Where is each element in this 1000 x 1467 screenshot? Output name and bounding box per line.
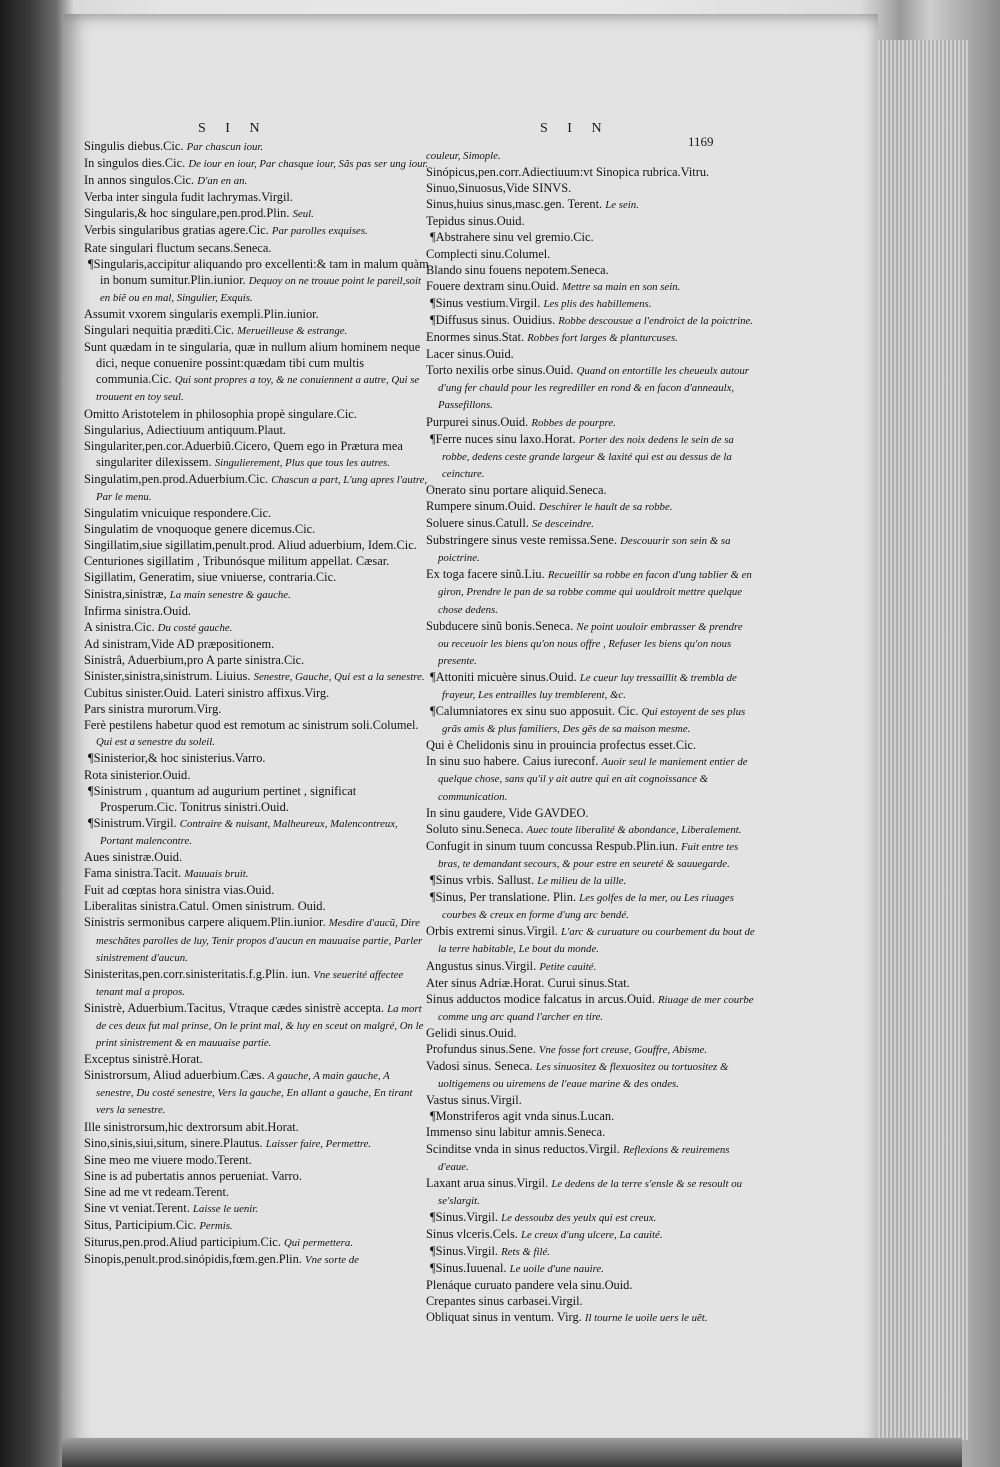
latin-text: Sinistrorsum, Aliud aduerbium.Cæs. bbox=[84, 1068, 265, 1083]
french-gloss: Reflexions & reuiremens d'eaue. bbox=[438, 1143, 730, 1173]
latin-text: Sigillatim, Generatim, siue vniuerse, contraria.Cic. bbox=[84, 570, 337, 585]
latin-text: Aues sinistræ.Ouid. bbox=[84, 850, 183, 865]
dictionary-entry bbox=[84, 222, 429, 239]
dictionary-entry bbox=[426, 958, 756, 975]
dictionary-entry bbox=[426, 923, 756, 957]
latin-text: Singulis diebus.Cic. bbox=[84, 139, 184, 153]
latin-text: Sinus,huius sinus,masc.gen. Terent. bbox=[426, 197, 603, 212]
dictionary-entry bbox=[84, 701, 429, 717]
french-gloss: Les golfes de la mer, ou Les riuages courbes & creux en forme d'ung arc bendé. bbox=[442, 892, 734, 922]
french-gloss: Par parolles exquises. bbox=[271, 225, 368, 238]
french-gloss: Vne sorte de bbox=[305, 1254, 359, 1267]
dictionary-entry bbox=[426, 180, 756, 196]
dictionary-entry bbox=[426, 532, 756, 566]
dictionary-entry bbox=[84, 619, 429, 636]
latin-text: ¶Attoniti micuère sinus.Ouid. bbox=[430, 669, 577, 684]
latin-text: Substringere sinus veste remissa.Sene. bbox=[426, 533, 617, 548]
dictionary-entry bbox=[426, 196, 756, 213]
dictionary-entry bbox=[84, 1000, 429, 1051]
latin-text: Singularius, Adiectiuum antiquum.Plaut. bbox=[84, 422, 287, 437]
latin-text: Singulariter,pen.cor.Aduerbiũ.Cicero, Quem ego in Prætura mea singulariter dilexissem. bbox=[84, 438, 403, 469]
dictionary-entry bbox=[84, 322, 429, 339]
latin-text: Profundus sinus.Sene. bbox=[426, 1041, 536, 1056]
latin-text: A sinistra.Cic. bbox=[84, 619, 155, 634]
latin-text: Plenáque curuato pandere vela sinu.Ouid. bbox=[426, 1278, 633, 1293]
french-gloss: Petite cauité. bbox=[539, 960, 597, 973]
dictionary-entry bbox=[426, 278, 756, 295]
latin-text: Confugit in sinum tuum concussa Respub.Plin.iun. bbox=[426, 838, 678, 853]
latin-text: Obliquat sinus in ventum. Virg. bbox=[426, 1310, 582, 1325]
french-gloss: Auoir seul le maniement entier de quelque chose, sans qu'il y ait autre qui en ait cognoissance & communication. bbox=[438, 756, 748, 803]
latin-text: ¶Ferre nuces sinu laxo.Horat. bbox=[430, 431, 576, 446]
running-head-right: S I N bbox=[540, 121, 610, 136]
latin-text: Assumit vxorem singularis exempli.Plin.iunior. bbox=[84, 306, 319, 321]
dictionary-entry bbox=[426, 1293, 756, 1309]
running-head-left: S I N bbox=[198, 121, 268, 136]
dictionary-entry bbox=[426, 1260, 756, 1277]
dictionary-entry bbox=[84, 1152, 429, 1168]
latin-text: Singularis,& hoc singulare,pen.prod.Plin. bbox=[84, 206, 290, 221]
dictionary-entry bbox=[84, 636, 429, 652]
dictionary-entry bbox=[426, 753, 756, 804]
french-gloss: Robbes fort larges & planturcuses. bbox=[527, 332, 678, 345]
latin-text: ¶Sinistrum , quantum ad augurium pertinet , significat Prosperum.Cic. Tonitrus sinistri.Ouid. bbox=[88, 783, 357, 814]
dictionary-entry bbox=[84, 750, 429, 766]
latin-text: Sinistris sermonibus carpere aliquem.Plin.iunior. bbox=[84, 915, 326, 930]
dictionary-entry bbox=[426, 703, 756, 737]
dictionary-entry bbox=[426, 346, 756, 362]
latin-text: In sinu gaudere, Vide GAVDEO. bbox=[426, 805, 589, 820]
latin-text: Soluere sinus.Catull. bbox=[426, 516, 529, 531]
latin-text: Ferè pestilens habetur quod est remotum ac sinistrum soli.Columel. bbox=[84, 718, 419, 733]
left-column bbox=[84, 138, 429, 1268]
page-edges bbox=[878, 40, 968, 1440]
dictionary-entry bbox=[84, 205, 429, 222]
latin-text: Cubitus sinister.Ouid. Lateri sinistro affixus.Virg. bbox=[84, 686, 330, 701]
latin-text: Ad sinistram,Vide AD præpositionem. bbox=[84, 636, 275, 651]
french-gloss: A gauche, A main gauche, A senestre, Du costé senestre, Vers la gauche, En allant a gauche, En tirant vers la senestre. bbox=[96, 1070, 413, 1117]
dictionary-entry bbox=[84, 172, 429, 189]
french-gloss: Quand on entortille les cheueulx autour d'ung fer chauld pour les regrediller en rond & en facon d'anneaulx, Passefillons. bbox=[438, 365, 749, 412]
dictionary-entry bbox=[84, 767, 429, 783]
dictionary-entry bbox=[84, 1067, 429, 1118]
latin-text: Blando sinu fouens nepotem.Seneca. bbox=[426, 262, 609, 277]
french-gloss: Le dessoubz des yeulx qui est creux. bbox=[501, 1211, 657, 1224]
dictionary-entry bbox=[426, 975, 756, 991]
latin-text: Lacer sinus.Ouid. bbox=[426, 347, 514, 362]
dictionary-entry bbox=[426, 1243, 756, 1260]
dictionary-entry bbox=[84, 422, 429, 438]
latin-text: Ex toga facere sinũ.Liu. bbox=[426, 567, 545, 582]
latin-text: Fama sinistra.Tacit. bbox=[84, 866, 182, 881]
latin-text: ¶Diffusus sinus. Ouidius. bbox=[430, 312, 556, 327]
french-gloss: Seul. bbox=[292, 208, 314, 221]
french-gloss: Du costé gauche. bbox=[157, 621, 233, 634]
dictionary-entry bbox=[426, 498, 756, 515]
dictionary-entry bbox=[426, 566, 756, 617]
latin-text: Gelidi sinus.Ouid. bbox=[426, 1025, 517, 1040]
french-gloss: Senestre, Gauche, Qui est a la senestre. bbox=[253, 671, 425, 683]
french-gloss: L'arc & curuature ou courbement du bout de la terre habitable, Le bout du monde. bbox=[438, 926, 755, 956]
dictionary-entry bbox=[84, 189, 429, 205]
latin-text: Siturus,pen.prod.Aliud participium.Cic. bbox=[84, 1235, 281, 1250]
dictionary-entry bbox=[426, 246, 756, 262]
french-gloss: Le cueur luy tressaillit & trembla de frayeur, Les entrailles luy tremblerent, &c. bbox=[442, 671, 737, 701]
dictionary-entry bbox=[426, 889, 756, 923]
dictionary-entry bbox=[84, 783, 429, 815]
dictionary-entry bbox=[84, 553, 429, 569]
dictionary-entry bbox=[426, 805, 756, 821]
dictionary-entry bbox=[84, 256, 429, 306]
latin-text: ¶Sinus, Per translatione. Plin. bbox=[430, 890, 577, 905]
dictionary-entry bbox=[426, 1141, 756, 1175]
french-gloss: Le dedens de la terre s'ensle & se resoult ou se'slargit. bbox=[438, 1177, 743, 1207]
dictionary-entry bbox=[84, 652, 429, 668]
dictionary-entry bbox=[426, 669, 756, 703]
french-gloss: Par chascun iour. bbox=[186, 141, 264, 153]
french-gloss: Les plis des habillemens. bbox=[543, 297, 652, 310]
french-gloss: La main senestre & gauche. bbox=[169, 588, 291, 601]
french-gloss: Qui est a senestre du soleil. bbox=[96, 736, 215, 749]
dictionary-entry bbox=[426, 1309, 756, 1326]
dictionary-entry bbox=[84, 898, 429, 914]
latin-text: ¶Sinus.Virgil. bbox=[430, 1244, 498, 1259]
french-gloss: D'an en an. bbox=[197, 175, 248, 188]
dictionary-entry bbox=[426, 1277, 756, 1293]
dictionary-entry bbox=[84, 1234, 429, 1251]
french-gloss: Rets & filé. bbox=[501, 1246, 550, 1259]
latin-text: Sinuo,Sinuosus,Vide SINVS. bbox=[426, 181, 572, 196]
latin-text: ¶Singularis,accipitur aliquando pro excellenti:& tam in malum quàm in bonum sumitur.Plin.iunior. bbox=[88, 256, 429, 287]
dictionary-entry bbox=[84, 603, 429, 619]
latin-text: Laxant arua sinus.Virgil. bbox=[426, 1175, 549, 1190]
dictionary-entry bbox=[84, 1168, 429, 1184]
dictionary-entry bbox=[426, 991, 756, 1025]
latin-text: Sinistrè, Aduerbium.Tacitus, Vtraque cædes sinistrè accepta. bbox=[84, 1000, 384, 1015]
french-gloss: Les sinuositez & flexuositez ou tortuositez & uoltigemens ou uiremens de l'eaue marine & des ondes. bbox=[438, 1061, 729, 1091]
dictionary-entry bbox=[84, 1119, 429, 1135]
dictionary-entry bbox=[84, 717, 429, 750]
french-gloss: Se desceindre. bbox=[532, 518, 594, 531]
latin-text: Rate singulari fluctum secans.Seneca. bbox=[84, 240, 272, 255]
latin-text: Sinopis,penult.prod.sinópidis,fœm.gen.Plin. bbox=[84, 1252, 302, 1267]
latin-text: Orbis extremi sinus.Virgil. bbox=[426, 924, 558, 939]
latin-text: Ater sinus Adriæ.Horat. Curui sinus.Stat. bbox=[426, 975, 630, 990]
dictionary-entry bbox=[84, 306, 429, 322]
french-gloss: Le milieu de la uille. bbox=[537, 875, 627, 888]
dictionary-entry bbox=[84, 155, 429, 172]
latin-text: Crepantes sinus carbasei.Virgil. bbox=[426, 1294, 583, 1309]
latin-text: Sinistra,sinistræ, bbox=[84, 586, 167, 601]
dictionary-entry bbox=[84, 1251, 429, 1268]
dictionary-entry bbox=[84, 865, 429, 882]
latin-text: Complecti sinu.Columel. bbox=[426, 246, 551, 261]
dictionary-entry bbox=[426, 821, 756, 838]
latin-text: Vastus sinus.Virgil. bbox=[426, 1093, 522, 1108]
latin-text: Ille sinistrorsum,hic dextrorsum abit.Horat. bbox=[84, 1119, 299, 1134]
dictionary-entry bbox=[426, 229, 756, 245]
latin-text: Sinisteritas,pen.corr.sinisteritatis.f.g.Plin. iun. bbox=[84, 966, 311, 981]
dictionary-entry bbox=[84, 537, 429, 553]
latin-text: Singulatim vnicuique respondere.Cic. bbox=[84, 506, 272, 521]
french-gloss: Vne seuerité affectee tenant mal a propos. bbox=[96, 968, 404, 998]
dictionary-entry bbox=[426, 213, 756, 229]
french-gloss: Auec toute liberalité & abondance, Liberalement. bbox=[526, 823, 742, 836]
latin-text: Singulari nequitia præditi.Cic. bbox=[84, 323, 235, 338]
dictionary-entry bbox=[426, 515, 756, 532]
latin-text: Sinister,sinistra,sinistrum. Liuius. bbox=[84, 669, 251, 683]
latin-text: ¶Abstrahere sinu vel gremio.Cic. bbox=[430, 230, 594, 245]
latin-text: Liberalitas sinistra.Catul. Omen sinistrum. Ouid. bbox=[84, 899, 326, 914]
latin-text: ¶Sinistrum.Virgil. bbox=[88, 815, 177, 830]
dictionary-entry bbox=[84, 914, 429, 965]
latin-text: In singulos dies.Cic. bbox=[84, 156, 186, 171]
french-gloss: Le creux d'ung ulcere, La cauité. bbox=[521, 1229, 663, 1241]
latin-text: Rumpere sinum.Ouid. bbox=[426, 498, 536, 513]
french-gloss: Qui permettera. bbox=[283, 1237, 353, 1250]
french-gloss: Singulierement, Plus que tous les autres. bbox=[214, 456, 390, 469]
french-gloss: De iour en iour, Par chasque iour, Sãs pas ser ung iour. bbox=[188, 158, 429, 171]
latin-text: ¶Sinus.Virgil. bbox=[430, 1209, 498, 1224]
latin-text: Situs, Participium.Cic. bbox=[84, 1218, 197, 1233]
french-gloss: Permis. bbox=[199, 1220, 233, 1233]
french-gloss: Le uoile d'une nauire. bbox=[509, 1263, 604, 1276]
dictionary-entry bbox=[426, 482, 756, 498]
latin-text: Sine meo me viuere modo.Terent. bbox=[84, 1152, 252, 1167]
dictionary-entry bbox=[84, 882, 429, 898]
french-gloss: Qui estoyent de ses plus grãs amis & plus familiers, Des gẽs de sa maison mesme. bbox=[442, 706, 746, 736]
latin-text: Fouere dextram sinu.Ouid. bbox=[426, 278, 559, 293]
dictionary-entry bbox=[426, 1041, 756, 1058]
dictionary-entry bbox=[84, 505, 429, 521]
french-gloss: Dequoy on ne trouue point le pareil,soit en biẽ ou en mal, Singulier, Exquis. bbox=[100, 274, 421, 304]
french-gloss: Porter des noix dedens le sein de sa robbe, dedens ceste grande largeur & laxité qui est au dessus de la ceincture. bbox=[442, 433, 734, 480]
dictionary-entry bbox=[84, 471, 429, 505]
latin-text: Exceptus sinistrè.Horat. bbox=[84, 1052, 203, 1067]
latin-text: Vadosi sinus. Seneca. bbox=[426, 1059, 533, 1074]
latin-text: ¶Monstriferos agit vnda sinus.Lucan. bbox=[430, 1109, 615, 1124]
latin-text: Tepidus sinus.Ouid. bbox=[426, 214, 525, 229]
dictionary-entry bbox=[426, 1226, 756, 1243]
latin-text: Verba inter singula fudit lachrymas.Virgil. bbox=[84, 190, 293, 205]
dictionary-entry bbox=[84, 668, 429, 685]
dictionary-entry bbox=[84, 569, 429, 585]
binding-shadow bbox=[62, 1438, 962, 1467]
french-gloss: Deschirer le hault de sa robbe. bbox=[538, 500, 673, 513]
dictionary-entry bbox=[84, 138, 429, 155]
latin-text: Singulatim de vnoquoque genere dicemus.Cic. bbox=[84, 522, 316, 537]
dictionary-entry bbox=[426, 147, 756, 164]
french-gloss: Riuage de mer courbe comme ung arc quand l'archer en tire. bbox=[438, 993, 754, 1023]
latin-text: Rota sinisterior.Ouid. bbox=[84, 767, 191, 782]
latin-text: Omitto Aristotelem in philosophia propè singulare.Cic. bbox=[84, 406, 357, 421]
latin-text: Verbis singularibus gratias agere.Cic. bbox=[84, 223, 269, 238]
french-gloss: Fuit entre tes bras, te demandant secours, & pour estre en seureté & sauuegarde. bbox=[438, 840, 739, 870]
latin-text: Singillatim,siue sigillatim,penult.prod. Aliud aduerbium, Idem.Cic. bbox=[84, 538, 417, 553]
dictionary-entry bbox=[84, 966, 429, 1000]
dictionary-entry bbox=[84, 521, 429, 537]
french-gloss: Robbes de pourpre. bbox=[531, 416, 616, 429]
latin-text: Onerato sinu portare aliquid.Seneca. bbox=[426, 482, 607, 497]
french-gloss: Chascun a part, L'ung apres l'autre, Par le menu. bbox=[96, 473, 428, 503]
latin-text: In sinu suo habere. Caius iureconf. bbox=[426, 754, 599, 769]
latin-text: Enormes sinus.Stat. bbox=[426, 330, 525, 345]
dictionary-entry bbox=[426, 1124, 756, 1140]
dictionary-entry bbox=[426, 618, 756, 669]
french-gloss: Laisse le uenir. bbox=[192, 1203, 259, 1215]
page-number: 1169 bbox=[688, 134, 714, 149]
latin-text: Fuit ad cœptas hora sinistra vias.Ouid. bbox=[84, 883, 275, 898]
dictionary-entry bbox=[84, 1135, 429, 1152]
dictionary-entry bbox=[426, 1175, 756, 1209]
latin-text: Sine is ad pubertatis annos perueniat. Varro. bbox=[84, 1168, 302, 1183]
latin-text: ¶Sinus vrbis. Sallust. bbox=[430, 873, 535, 888]
dictionary-entry bbox=[426, 1025, 756, 1041]
latin-text: Sine vt veniat.Terent. bbox=[84, 1201, 190, 1215]
french-gloss: Recueillir sa robbe en facon d'ung tablier & en giron, Prendre le pan de sa robbe comme qui uouldroit mettre quelque chose dedens. bbox=[438, 569, 752, 616]
latin-text: Sinus adductos modice falcatus in arcus.Ouid. bbox=[426, 991, 655, 1006]
latin-text: Subducere sinũ bonis.Seneca. bbox=[426, 618, 574, 633]
latin-text: Angustus sinus.Virgil. bbox=[426, 958, 537, 973]
latin-text: Centuriones sigillatim , Tribunósque militum appellat. Cæsar. bbox=[84, 554, 390, 569]
french-gloss: La mort de ces deux fut mal prinse, On le print mal, & luy en sceut on malgré, On le print sinistrement & en mauuaise partie. bbox=[96, 1002, 424, 1050]
dictionary-entry bbox=[84, 685, 429, 701]
dictionary-entry bbox=[84, 1184, 429, 1200]
french-gloss: Mesdire d'aucũ, Dire meschãtes parolles de luy, Tenir propos d'aucun en mauuaise partie, Parler sinistrement d'aucun. bbox=[96, 917, 423, 964]
french-gloss: Mettre sa main en son sein. bbox=[561, 280, 681, 293]
french-gloss: couleur, Simople. bbox=[426, 150, 501, 162]
dictionary-entry bbox=[84, 406, 429, 422]
dictionary-entry bbox=[84, 1051, 429, 1067]
latin-text: Soluto sinu.Seneca. bbox=[426, 821, 524, 836]
dictionary-entry bbox=[426, 838, 756, 872]
latin-text: ¶Calumniatores ex sinu suo apposuit. Cic. bbox=[430, 704, 639, 719]
dictionary-entry bbox=[426, 312, 756, 329]
dictionary-entry bbox=[426, 329, 756, 346]
latin-text: Scinditse vnda in sinus reductos.Virgil. bbox=[426, 1141, 620, 1156]
latin-text: ¶Sinisterior,& hoc sinisterius.Varro. bbox=[88, 751, 266, 766]
french-gloss: Descouurir son sein & sa poictrine. bbox=[438, 535, 731, 565]
dictionary-entry bbox=[426, 1209, 756, 1226]
dictionary-entry bbox=[426, 362, 756, 413]
dictionary-entry bbox=[426, 1108, 756, 1124]
dictionary-entry bbox=[426, 737, 756, 753]
french-gloss: Mauuais bruit. bbox=[184, 868, 249, 881]
latin-text: Purpurei sinus.Ouid. bbox=[426, 414, 529, 429]
french-gloss: Il tourne le uoile uers le uẽt. bbox=[584, 1312, 708, 1325]
dictionary-entry bbox=[426, 164, 756, 180]
dictionary-entry bbox=[84, 438, 429, 471]
dictionary-entry bbox=[84, 240, 429, 256]
dictionary-entry bbox=[84, 1217, 429, 1234]
dictionary-entry bbox=[84, 1200, 429, 1217]
dictionary-entry bbox=[84, 586, 429, 603]
french-gloss: Le sein. bbox=[605, 199, 639, 212]
french-gloss: Merueilleuse & estrange. bbox=[237, 325, 348, 338]
dictionary-entry bbox=[426, 262, 756, 278]
latin-text: Sunt quædam in te singularia, quæ in nullum alium hominem neque dici, neque conuenire possint:quædam tibi cum multis communia.Cic. bbox=[84, 340, 421, 387]
french-gloss: Laisser faire, Permettre. bbox=[265, 1137, 372, 1150]
french-gloss: Qui sont propres a toy, & ne conuiennent a autre, Qui se trouuent en toy seul. bbox=[96, 374, 420, 404]
french-gloss: Ne point uouloir embrasser & prendre ou receuoir les biens qu'on nous offre , Refuser les biens qu'on nous presente. bbox=[438, 620, 743, 667]
dictionary-entry bbox=[84, 849, 429, 865]
latin-text: Pars sinistra murorum.Virg. bbox=[84, 702, 222, 717]
latin-text: ¶Sinus vestium.Virgil. bbox=[430, 295, 541, 310]
latin-text: ¶Sinus.Iuuenal. bbox=[430, 1261, 507, 1276]
dictionary-entry bbox=[426, 1058, 756, 1092]
latin-text: Sinus vlceris.Cels. bbox=[426, 1227, 518, 1241]
dictionary-entry bbox=[84, 815, 429, 849]
dictionary-entry bbox=[426, 431, 756, 482]
latin-text: Sinópicus,pen.corr.Adiectiuum:vt Sinopica rubrica.Vitru. bbox=[426, 165, 710, 180]
latin-text: Sino,sinis,siui,situm, sinere.Plautus. bbox=[84, 1135, 263, 1150]
right-column bbox=[426, 147, 756, 1327]
dictionary-entry bbox=[426, 1092, 756, 1108]
french-gloss: Contraire & nuisant, Malheureux, Malencontreux, Portant malencontre. bbox=[100, 817, 398, 847]
french-gloss: Vne fosse fort creuse, Gouffre, Abisme. bbox=[538, 1043, 708, 1056]
dictionary-entry bbox=[426, 414, 756, 431]
latin-text: Immenso sinu labitur amnis.Seneca. bbox=[426, 1125, 606, 1140]
latin-text: Qui è Chelidonis sinu in prouincia profectus esset.Cic. bbox=[426, 738, 697, 753]
latin-text: Torto nexilis orbe sinus.Ouid. bbox=[426, 363, 574, 378]
french-gloss: Robbe descousue a l'endroict de la poictrine. bbox=[558, 314, 754, 327]
latin-text: Sinistrâ, Aduerbium,pro A parte sinistra.Cic. bbox=[84, 652, 305, 667]
dictionary-entry bbox=[426, 872, 756, 889]
dictionary-entry bbox=[426, 295, 756, 312]
latin-text: Singulatim,pen.prod.Aduerbium.Cic. bbox=[84, 471, 269, 486]
latin-text: Sine ad me vt redeam.Terent. bbox=[84, 1184, 230, 1199]
latin-text: Infirma sinistra.Ouid. bbox=[84, 603, 192, 618]
latin-text: In annos singulos.Cic. bbox=[84, 173, 195, 188]
dictionary-entry bbox=[84, 339, 429, 405]
